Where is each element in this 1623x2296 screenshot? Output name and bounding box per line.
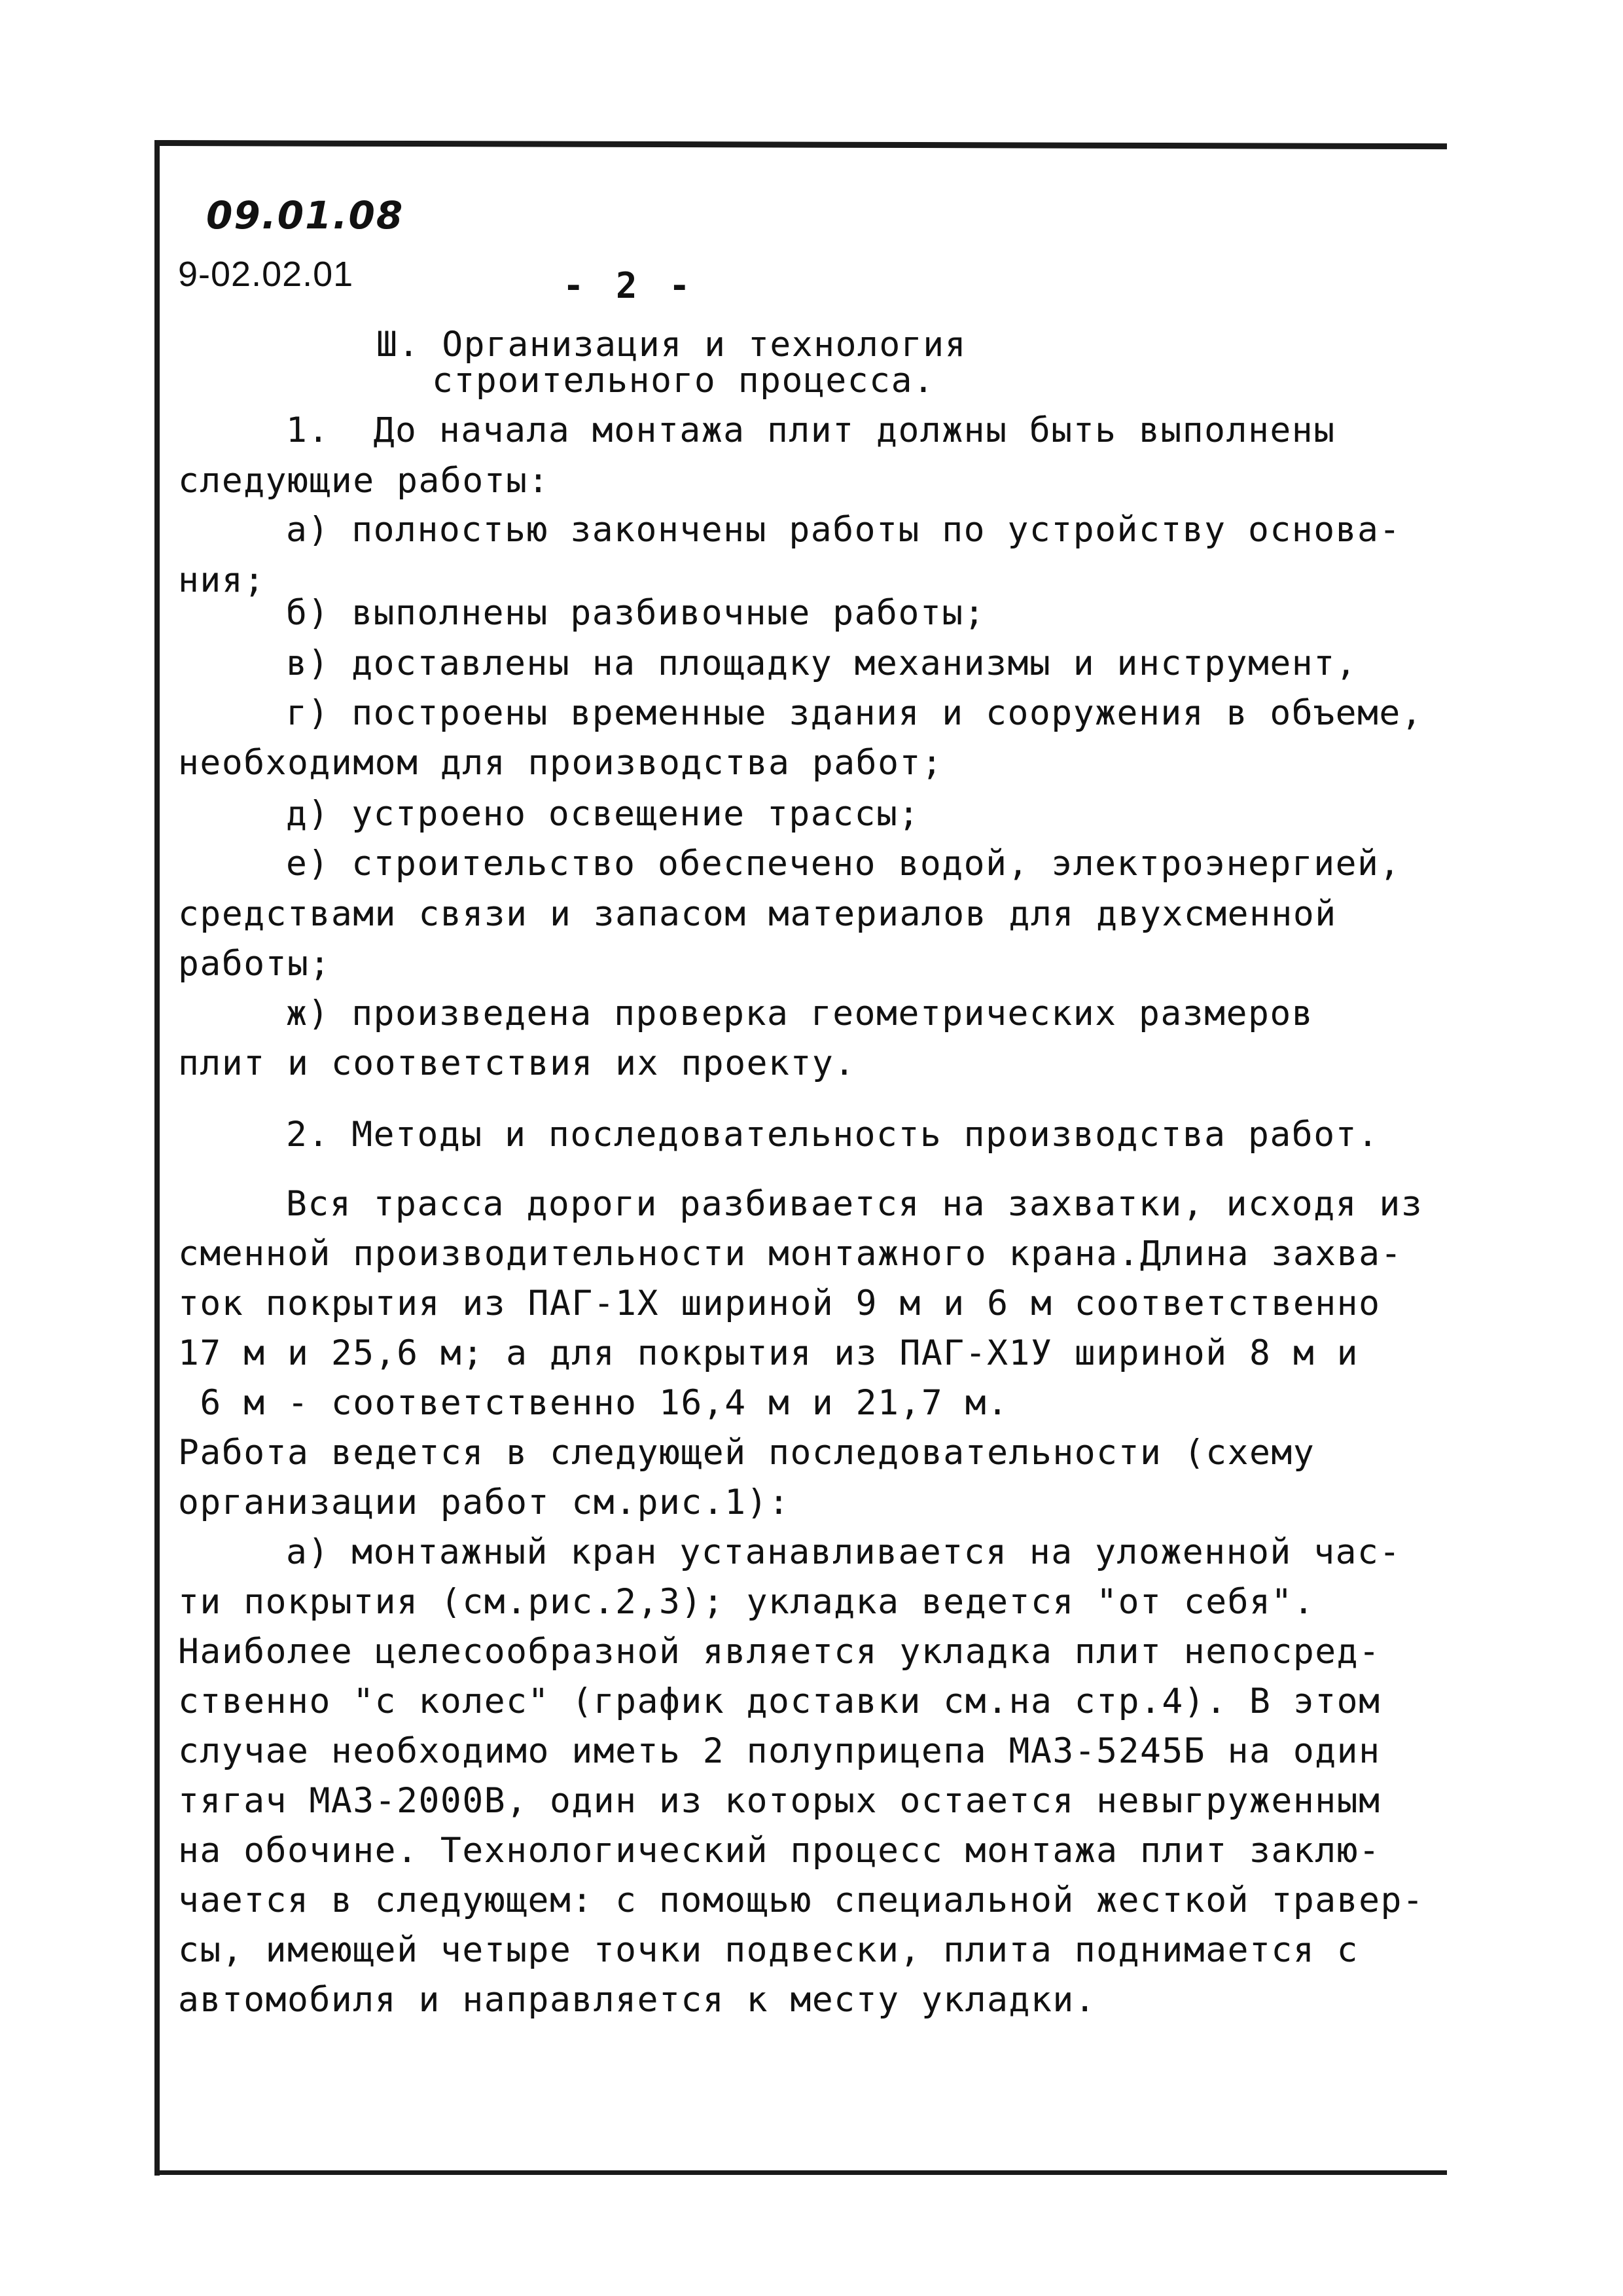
list-item-line: а) полностью закончены работы по устройству основа- xyxy=(286,510,1401,550)
list-item-line: е) строительство обеспечено водой, электроэнергией, xyxy=(286,844,1401,884)
list-item-line: ния; xyxy=(178,560,266,600)
list-item-line: средствами связи и запасом материалов для двухсменной xyxy=(178,894,1337,934)
paragraph-line: следующие работы: xyxy=(178,461,550,501)
paragraph-line: сменной производительности монтажного крана.Длина захва- xyxy=(178,1234,1402,1274)
paragraph-line: организации работ см.рис.1): xyxy=(178,1482,791,1522)
paragraph-line: чается в следующем: с помощью специальной жесткой травер- xyxy=(178,1880,1425,1920)
frame-top-border xyxy=(154,140,1447,149)
paragraph-line: Наиболее целесообразной является укладка плит непосред- xyxy=(178,1632,1381,1672)
paragraph-line: ти покрытия (см.рис.2,3); укладка ведется "от себя". xyxy=(178,1582,1315,1622)
paragraph-line: 6 м - соответственно 16,4 м и 21,7 м. xyxy=(178,1383,1009,1423)
frame-left-border xyxy=(154,140,160,2176)
list-item-line: работы; xyxy=(178,944,331,984)
paragraph-line: сы, имеющей четыре точки подвески, плита поднимается с xyxy=(178,1930,1359,1970)
paragraph-line: случае необходимо иметь 2 полуприцепа МАЗ-5245Б на один xyxy=(178,1731,1381,1771)
paragraph-line: ток покрытия из ПАГ-1Х шириной 9 м и 6 м соответственно xyxy=(178,1283,1381,1323)
list-item-line: г) построены временные здания и сооружения в объеме, xyxy=(286,693,1423,733)
list-item-line: б) выполнены разбивочные работы; xyxy=(286,593,986,633)
subsection-heading: 2. Методы и последовательность производства работ. xyxy=(286,1115,1380,1155)
paragraph-line: 1. До начала монтажа плит должны быть выполнены xyxy=(286,410,1336,450)
list-item-line: в) доставлены на площадку механизмы и инструмент, xyxy=(286,643,1358,683)
document-code: 9-02.02.01 xyxy=(178,255,354,294)
paragraph-line: тягач МАЗ-2000В, один из которых остается невыгруженным xyxy=(178,1781,1381,1821)
paragraph-line: ственно "с колес" (график доставки см.на стр.4). В этом xyxy=(178,1681,1381,1721)
section-subtitle: строительного процесса. xyxy=(432,361,935,401)
page-number: - 2 - xyxy=(563,265,696,306)
paragraph-line: а) монтажный кран устанавливается на уложенной час- xyxy=(286,1532,1401,1572)
section-title: Ш. Организация и технология xyxy=(376,325,967,365)
paragraph-line: на обочине. Технологический процесс монтажа плит заклю- xyxy=(178,1831,1381,1871)
paragraph-line: автомобиля и направляется к месту укладки. xyxy=(178,1980,1097,2020)
list-item-line: д) устроено освещение трассы; xyxy=(286,794,920,834)
paragraph-line: 17 м и 25,6 м; а для покрытия из ПАГ-Х1У шириной 8 м и xyxy=(178,1333,1359,1373)
paragraph-line: Вся трасса дороги разбивается на захватки, исходя из xyxy=(286,1184,1423,1224)
list-item-line: необходимом для производства работ; xyxy=(178,743,944,783)
list-item-line: ж) произведена проверка геометрических размеров xyxy=(286,994,1314,1033)
handwritten-page-code: 09.01.08 xyxy=(206,193,404,238)
paragraph-line: Работа ведется в следующей последовательности (схему xyxy=(178,1433,1315,1473)
list-item-line: плит и соответствия их проекту. xyxy=(178,1043,856,1083)
frame-bottom-border xyxy=(160,2170,1447,2175)
